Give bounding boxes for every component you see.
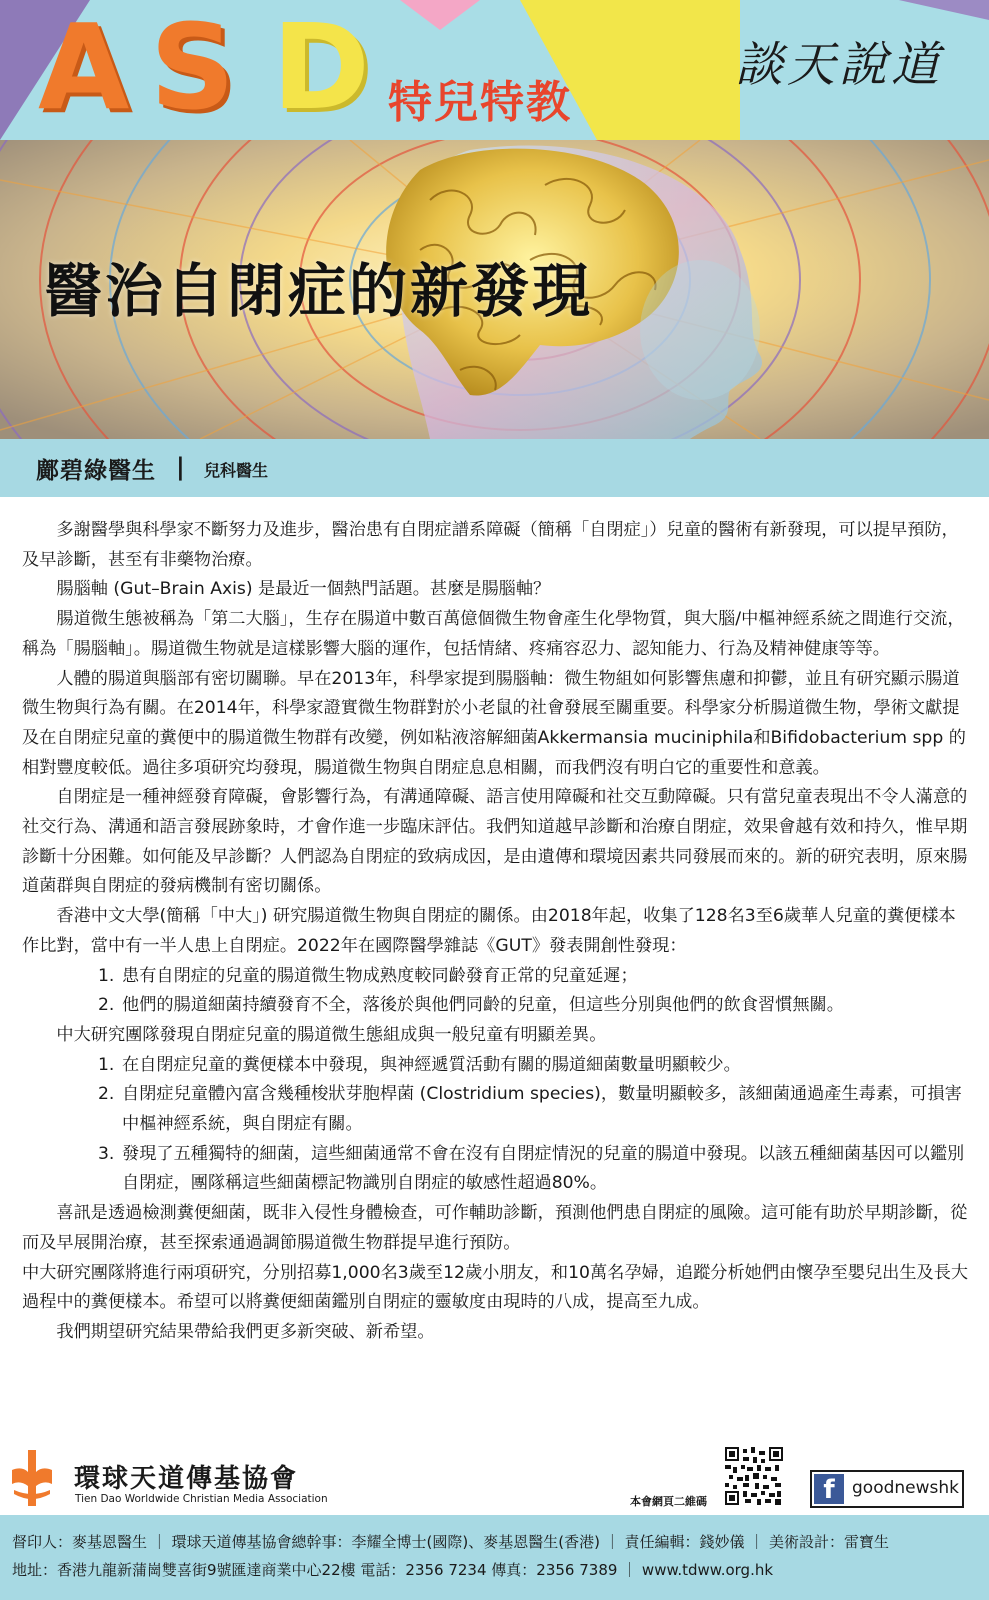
org-name-english: Tien Dao Worldwide Christian Media Association	[75, 1493, 328, 1505]
facebook-link[interactable]	[810, 1470, 964, 1508]
paragraph: 人體的腸道與腦部有密切關聯。早在2013年，科學家提到腸腦軸：微生物組如何影響焦慮和抑鬱，並且有研究顯示腸道微生物與行為有關。在2014年，科學家證實微生物群對於小老鼠的社會發展至關重要。科學家分析腸道微生物，學術文獻提及在自閉症兒童的糞便中的腸道微生物群有改變，例如粘液溶解細菌Akkermansia muciniphila和Bifidobacterium spp 的相對豐度較低。過往多項研究均發現，腸道微生物與自閉症息息相關，而我們沒有明白它的重要性和意義。	[22, 668, 966, 778]
facebook-handle: goodnewshk	[852, 1478, 959, 1498]
list-item	[22, 962, 970, 992]
decor-triangle-pink	[400, 0, 480, 30]
paragraph: 自閉症是一種神經發育障礙，會影響行為，有溝通障礙、語言使用障礙和社交互動障礙。只有當兒童表現出不令人滿意的社交行為、溝通和語言發展跡象時，才會作進一步臨床評估。我們知道越早診斷和治療自閉症，效果會越有效和持久，惟早期診斷十分困難。如何能及早診斷？人們認為自閉症的致病成因，是由遺傳和環境因素共同發展而來的。新的研究表明，原來腸道菌群與自閉症的發病機制有密切關係。	[22, 787, 968, 897]
paragraph: 腸道微生態被稱為「第二大腦」，生存在腸道中數百萬億個微生物會產生化學物質，與大腦/中樞神經系統之間進行交流，稱為「腸腦軸」。腸道微生物就是這樣影響大腦的運作，包括情緒、疼痛容忍力、認知能力、行為及精神健康等等。	[22, 609, 965, 659]
paragraph: 中大研究團隊將進行兩項研究，分別招募1,000名3歲至12歲小朋友，和10萬名孕婦，追蹤分析她們由懷孕至嬰兒出生及長大過程中的糞便樣本。希望可以將糞便細菌鑑別自閉症的靈敏度由現時的八成，提高至九成。	[22, 1262, 969, 1313]
qr-code-icon[interactable]	[725, 1447, 783, 1505]
hero-image	[0, 140, 989, 439]
org-logo-icon	[12, 1450, 52, 1506]
list-item	[22, 1051, 970, 1081]
author-title: 兒科醫生	[204, 461, 269, 480]
author-separator: |	[176, 453, 185, 481]
paragraph: 香港中文大學(簡稱「中大」) 研究腸道微生物與自閉症的關係。由2018年起，收集了128名3至6歲華人兒童的糞便樣本作比對，當中有一半人患上自閉症。2022年在國際醫學雜誌《GUT》發表開創性發現：	[22, 906, 956, 956]
asd-letter-d: D	[272, 0, 372, 136]
list-item	[22, 991, 970, 1021]
list-item	[22, 1140, 970, 1199]
paragraph: 多謝醫學與科學家不斷努力及進步，醫治患有自閉症譜系障礙（簡稱「自閉症」）兒童的醫術有新發現，可以提早預防，及早診斷，甚至有非藥物治療。	[22, 520, 959, 570]
list-item-text: 在自閉症兒童的糞便樣本中發現，與神經遞質活動有關的腸道細菌數量明顯較少。	[122, 1054, 741, 1075]
decor-corner-purple	[860, 0, 989, 20]
list-item-text: 患有自閉症的兒童的腸道微生物成熟度較同齡發育正常的兒童延遲；	[122, 965, 638, 986]
list-item	[22, 1080, 970, 1139]
author-name: 鄺碧綠醫生	[36, 458, 156, 484]
author-band	[0, 439, 989, 497]
article-title: 醫治自閉症的新發現	[44, 257, 594, 325]
paragraph: 中大研究團隊發現自閉症兒童的腸道微生態組成與一般兒童有明顯差異。	[56, 1024, 607, 1045]
paragraph: 腸腦軸 (Gut–Brain Axis) 是最近一個熱門話題。甚麼是腸腦軸？	[56, 579, 551, 600]
facebook-icon: f	[814, 1474, 844, 1504]
list-item-text: 發現了五種獨特的細菌，這些細菌通常不會在沒有自閉症情況的兒童的腸道中發現。以該五種細菌基因可以鑑別自閉症，團隊稱這些細菌標記物識別自閉症的敏感性超過80%。	[122, 1143, 965, 1194]
findings-list	[22, 962, 970, 1021]
org-name: 環球天道傳基協會	[74, 1464, 299, 1494]
asd-letter-s: S	[150, 0, 237, 136]
article-body	[22, 516, 970, 1348]
column-name: 特兒特教	[388, 77, 572, 128]
footer-band	[0, 1515, 989, 1600]
paragraph: 我們期望研究結果帶給我們更多新突破、新希望。	[56, 1321, 435, 1342]
list-item-text: 他們的腸道細菌持續發育不全，落後於與他們同齡的兒童，但這些分別與他們的飲食習慣無關。	[122, 995, 844, 1016]
footer-contact: 地址：香港九龍新蒲崗雙喜街9號匯達商業中心22樓 電話：2356 7234 傳真：2356 7389 ｜ www.tdww.org.hk	[12, 1561, 774, 1579]
asd-letter-a: A	[38, 0, 132, 136]
qr-label: 本會網頁二維碼	[630, 1495, 707, 1508]
list-number: 1.	[98, 965, 115, 986]
list-number: 3.	[98, 1143, 115, 1164]
header-banner	[0, 0, 989, 140]
list-number: 2.	[98, 995, 115, 1016]
paragraph: 喜訊是透過檢測糞便細菌，既非入侵性身體檢查，可作輔助診斷，預測他們患自閉症的風險。這可能有助於早期診斷，從而及早展開治療，甚至探索通過調節腸道微生物群提早進行預防。	[22, 1203, 968, 1253]
differences-list	[22, 1051, 970, 1200]
footer-credits: 督印人：麥基恩醫生 ｜ 環球天道傳基協會總幹事：李耀全博士(國際)、麥基恩醫生(香港) ｜ 責任編輯：錢妙儀 ｜ 美術設計：雷寶生	[12, 1533, 890, 1551]
list-number: 2.	[98, 1084, 115, 1105]
list-number: 1.	[98, 1054, 115, 1075]
column-logo: 談天說道	[735, 37, 944, 93]
list-item-text: 自閉症兒童體內富含幾種梭狀芽胞桿菌 (Clostridium species)，數量明顯較多，該細菌通過產生毒素，可損害中樞神經系統，與自閉症有關。	[122, 1084, 962, 1135]
